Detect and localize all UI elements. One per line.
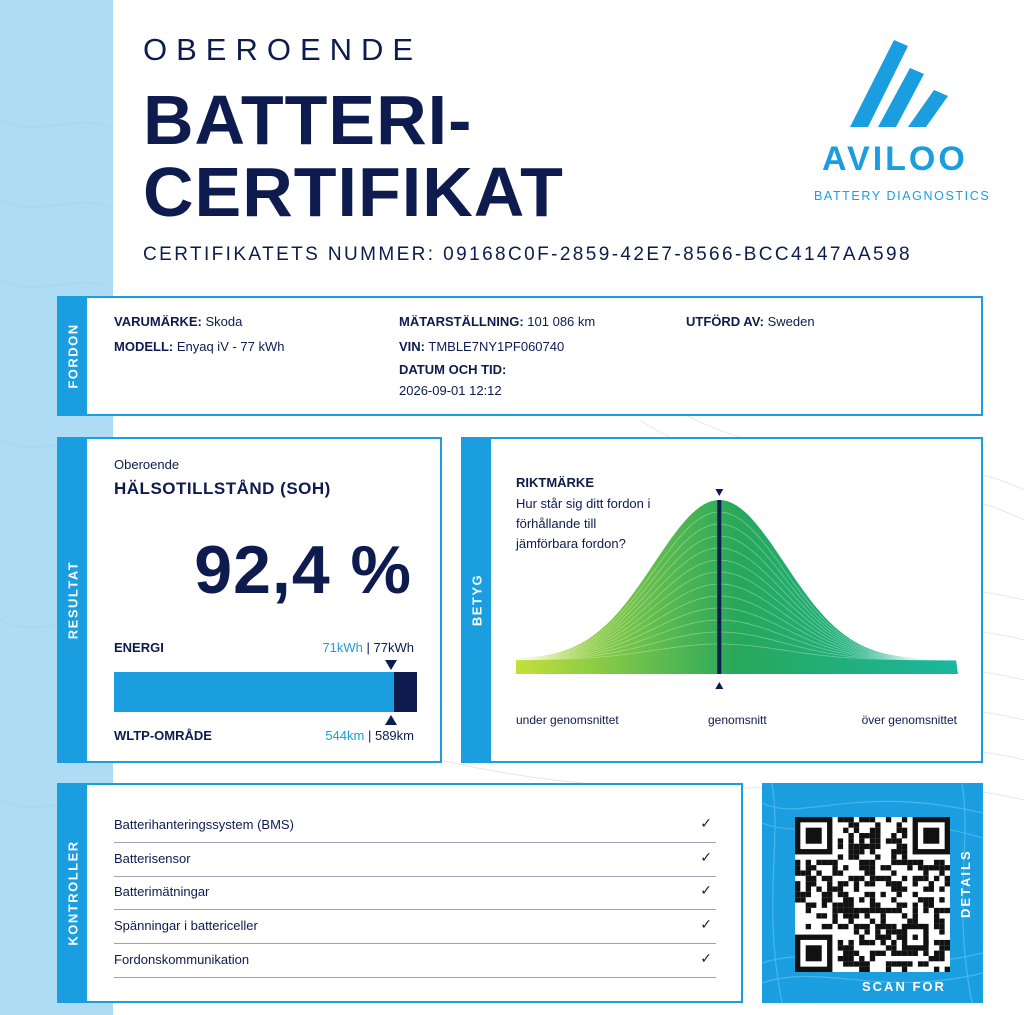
check-mark-icon: ✓ [700, 849, 712, 865]
soh-title: HÄLSOTILLSTÅND (SOH) [114, 479, 331, 498]
energy-label: ENERGI [114, 640, 164, 655]
range-label: WLTP-OMRÅDE [114, 728, 212, 743]
qr-panel[interactable] [762, 783, 983, 1003]
logo-tagline: BATTERY DIAGNOSTICS [814, 189, 991, 203]
checks-tab: KONTROLLER [59, 785, 87, 1001]
vehicle-position-marker [717, 500, 721, 674]
certificate-value: 09168C0F-2859-42E7-8566-BCC4147AA598 [443, 244, 912, 265]
check-item [114, 910, 716, 944]
label-above-average: över genomsnittet [861, 713, 957, 727]
range-values: 544km | 589km [325, 728, 414, 743]
certificate-label: CERTIFIKATETS NUMMER: [143, 244, 436, 265]
checks-panel [57, 783, 743, 1003]
qr-code-icon [795, 817, 950, 972]
vehicle-tab: FORDON [59, 298, 87, 414]
title-line-2: CERTIFIKAT [143, 153, 564, 231]
result-tab: RESULTAT [59, 439, 87, 761]
page-title [143, 81, 564, 231]
soh-bar [114, 672, 417, 712]
check-mark-icon: ✓ [700, 916, 712, 932]
qr-code[interactable] [795, 817, 950, 972]
model-field: MODELL: Enyaq iV - 77 kWh [114, 339, 285, 354]
soh-subtitle: Oberoende [114, 457, 180, 472]
check-item [114, 843, 716, 877]
check-item [114, 809, 716, 843]
check-item-label: Spänningar i battericeller [114, 918, 258, 933]
soh-bar-fill [114, 672, 394, 712]
range-marker-icon [384, 715, 398, 725]
check-item [114, 876, 716, 910]
label-below-average: under genomsnittet [516, 713, 619, 727]
soh-bar-remaining [394, 672, 417, 712]
energy-values: 71kWh | 77kWh [322, 640, 414, 655]
check-item [114, 944, 716, 978]
odometer-field: MÄTARSTÄLLNING: 101 086 km [399, 314, 596, 329]
aviloo-logo-icon [812, 32, 987, 132]
vehicle-marker-bottom-icon [711, 682, 727, 689]
date-value: 2026-09-01 12:12 [399, 383, 502, 398]
vehicle-panel [57, 296, 983, 416]
check-item-label: Batterisensor [114, 851, 191, 866]
brand-field: VARUMÄRKE: Skoda [114, 314, 243, 329]
rating-tab: BETYG [463, 439, 491, 761]
pre-title: OBEROENDE [143, 32, 423, 67]
soh-value: 92,4 % [194, 532, 412, 608]
check-mark-icon: ✓ [700, 815, 712, 831]
result-panel [57, 437, 442, 763]
check-mark-icon: ✓ [700, 882, 712, 898]
scan-label: SCAN FOR [862, 979, 946, 994]
check-item-label: Batterihanteringssystem (BMS) [114, 817, 294, 832]
certificate-number [143, 244, 912, 266]
vehicle-marker-top-icon [711, 489, 727, 496]
details-label: DETAILS [958, 849, 973, 918]
date-label: DATUM OCH TID: [399, 362, 507, 377]
performed-by-field: UTFÖRD AV: Sweden [686, 314, 815, 329]
energy-marker-icon [384, 660, 398, 670]
check-item-label: Batterimätningar [114, 884, 210, 899]
aviloo-logo [812, 32, 991, 207]
logo-wordmark: AVILOO [822, 140, 968, 178]
vin-field: VIN: TMBLE7NY1PF060740 [399, 339, 565, 354]
title-line-1: BATTERI- [143, 81, 473, 159]
benchmark-question: Hur står sig ditt fordon i förhållande till jämförbara fordon? [516, 496, 651, 551]
benchmark-title: RIKTMÄRKE [516, 475, 594, 490]
check-mark-icon: ✓ [700, 950, 712, 966]
label-average: genomsnitt [708, 713, 767, 727]
rating-panel [461, 437, 983, 763]
check-item-label: Fordonskommunikation [114, 952, 250, 967]
